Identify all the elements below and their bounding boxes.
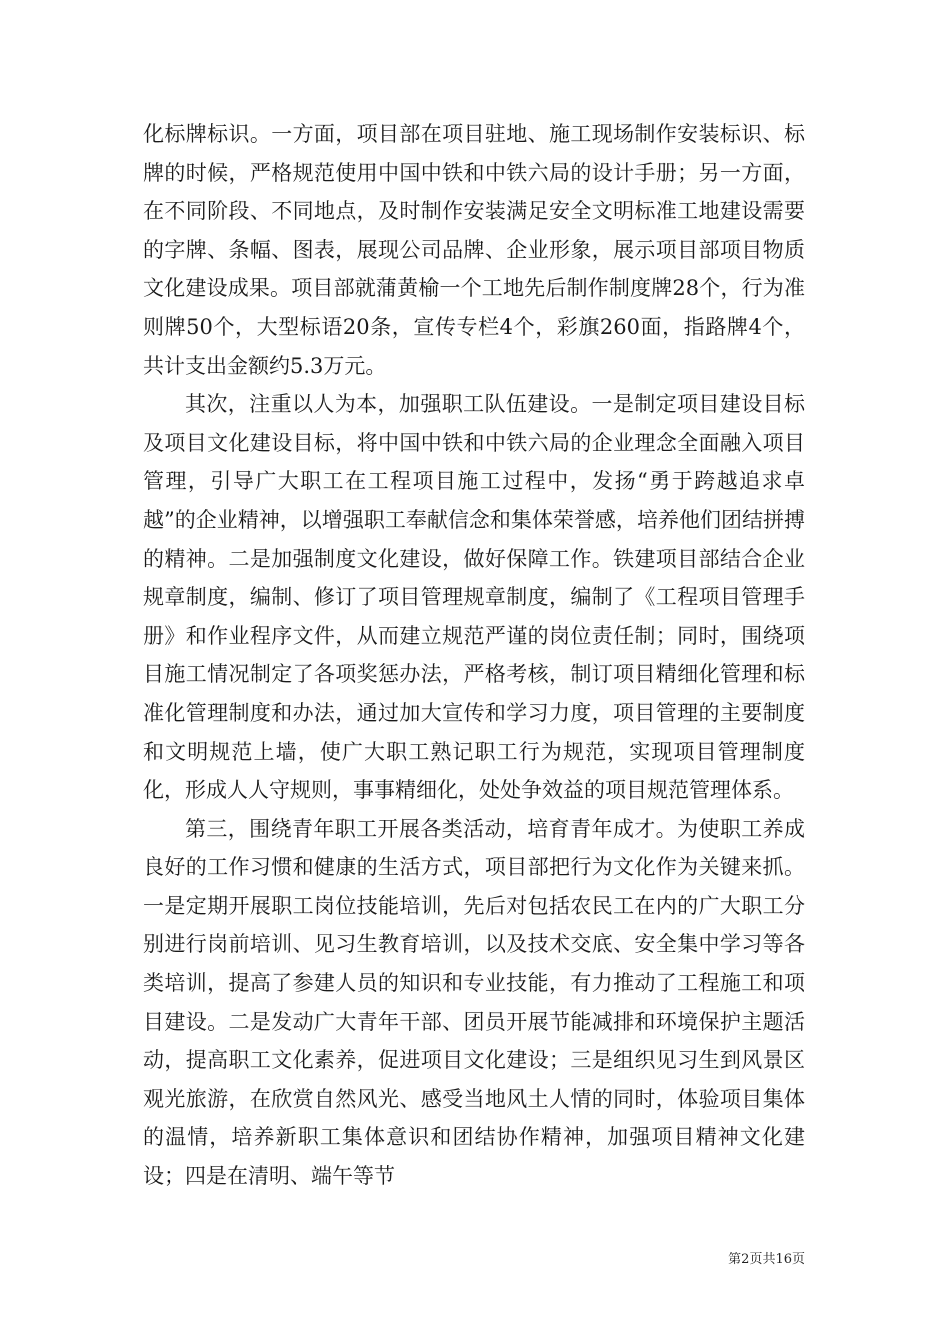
paragraph-3: 第三，围绕青年职工开展各类活动，培育青年成才。为使职工养成良好的工作习惯和健康的生活方式，项目部把行为文化作为关键来抓。一是定期开展职工岗位技能培训，先后对包括农民工在内的广大职工分别进行岗前培训、见习生教育培训，以及技术交底、安全集中学习等各类培训，提高了参建人员的知识和专业技能，有力推动了工程施工和项目建设。二是发动广大青年干部、团员开展节能减排和环境保护主题活动，提高职工文化素养，促进项目文化建设；三是组织见习生到风景区观光旅游，在欣赏自然风光、感受当地风土人情的同时，体验项目集体的温情，培养新职工集体意识和团结协作精神，加强项目精神文化建设；四是在清明、端午等节 <box>143 816 805 1189</box>
paragraph-2: 其次，注重以人为本，加强职工队伍建设。一是制定项目建设目标及项目文化建设目标，将中国中铁和中铁六局的企业理念全面融入项目管理，引导广大职工在工程项目施工过程中，发扬“勇于跨越追求卓越”的企业精神，以增强职工奉献信念和集体荣誉感，培养他们团结拼搏的精神。二是加强制度文化建设，做好保障工作。铁建项目部结合企业规章制度，编制、修订了项目管理规章制度，编制了《工程项目管理手册》和作业程序文件，从而建立规范严谨的岗位责任制；同时，围绕项目施工情况制定了各项奖惩办法，严格考核，制订项目精细化管理和标准化管理制度和办法，通过加大宣传和学习力度，项目管理的主要制度和文明规范上墙，使广大职工熟记职工行为规范，实现项目管理制度化，形成人人守规则，事事精细化，处处争效益的项目规范管理体系。 <box>143 392 805 803</box>
page-number: 第2页共16页 <box>728 1252 805 1267</box>
paragraph-1: 化标牌标识。一方面，项目部在项目驻地、施工现场制作安装标识、标牌的时候，严格规范使用中国中铁和中铁六局的设计手册；另一方面，在不同阶段、不同地点，及时制作安装满足安全文明标准工地建设需要的字牌、条幅、图表，展现公司品牌、企业形象，展示项目部项目物质文化建设成果。项目部就蒲黄榆一个工地先后制作制度牌28个，行为准则牌50个，大型标语20条，宣传专栏4个，彩旗260面，指路牌4个，共计支出金额约5.3万元。 <box>143 122 805 378</box>
body-text <box>143 115 805 1196</box>
